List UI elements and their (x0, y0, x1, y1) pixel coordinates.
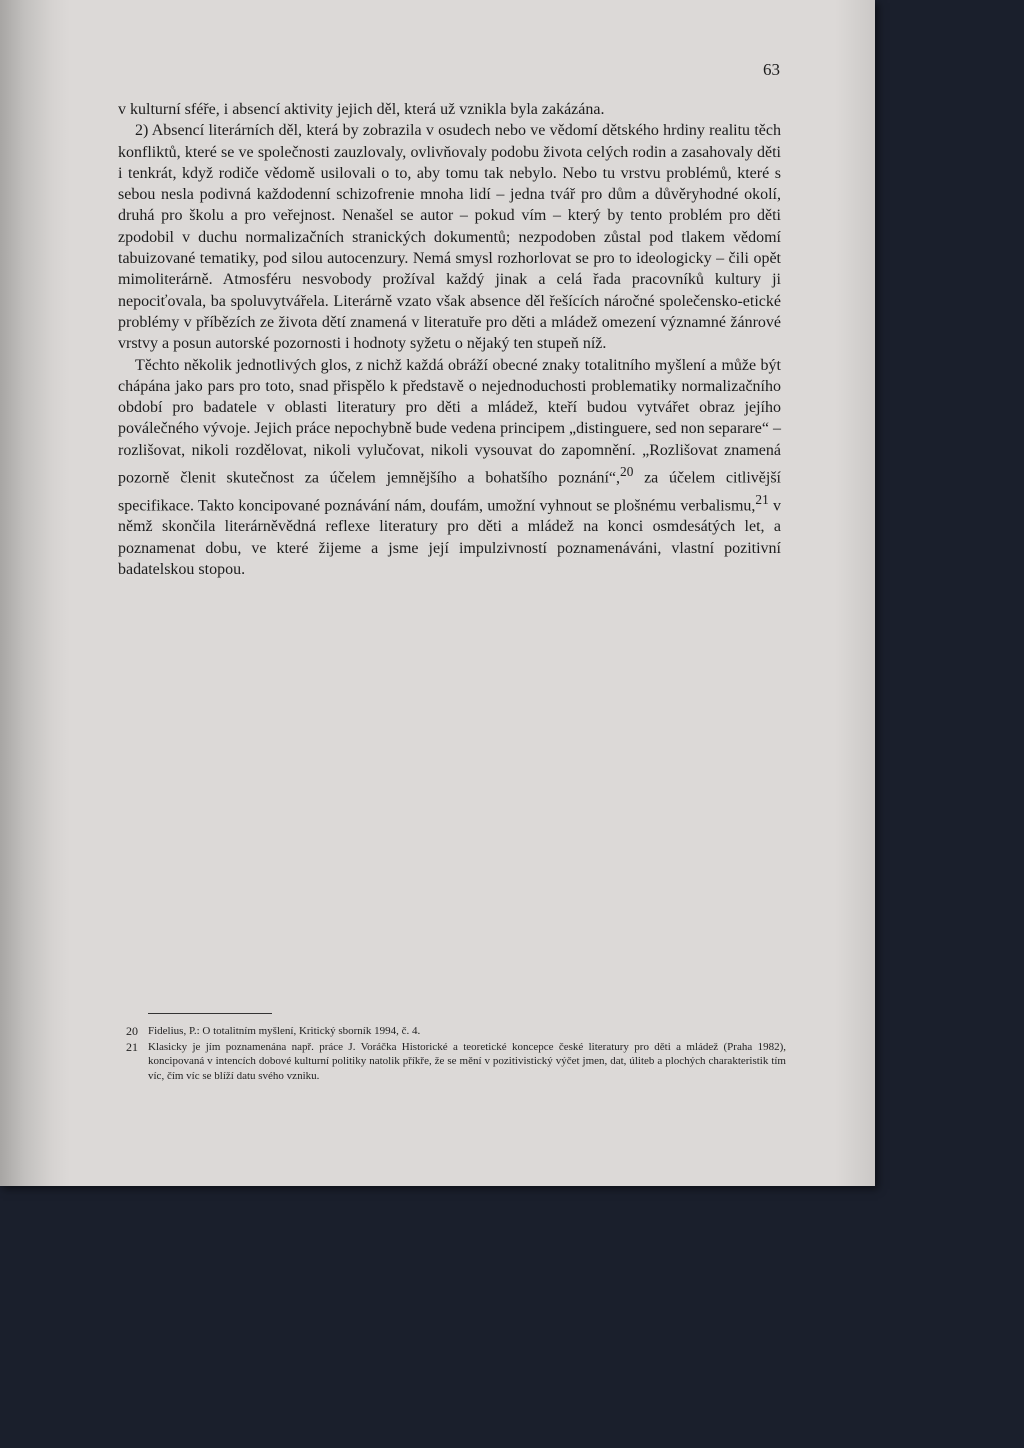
footnote-ref-20[interactable]: 20 (620, 464, 634, 480)
footnote-text: Fidelius, P.: O totalitním myšlení, Kritický sborník 1994, č. 4. (148, 1025, 421, 1037)
footnote-text: Klasicky je jím poznamenána např. práce J. Voráčka Historické a teoretické koncepce české literatury pro děti a mládež (Praha 1982), koncipovaná v intencích dobové kulturní politiky natolik příkře, že se mění v pozitivistický výčet jmen, dat, úliteb a plochých charakteristik tím víc, čím víc se blíží datu svého vzniku. (148, 1040, 786, 1082)
footnote-number: 21 (126, 1039, 138, 1054)
page-edge-shadow (835, 0, 875, 1186)
paragraph-3-middle: za účelem citlivější specifikace. Takto koncipované poznávání nám, doufám, umožní vyhnout se plošnému verbalismu, (118, 469, 782, 514)
footnotes (126, 1024, 786, 1084)
paragraph-3-end: v němž skončila literárněvědná reflexe literatury pro děti a mládež na konci osmdesátých let, a poznamenat dobu, ve které žijeme a jsme její impulzivností poznamenáváni, vlastní pozitivní badatelskou stopou. (118, 497, 782, 578)
footnote-ref-21[interactable]: 21 (755, 491, 769, 507)
paragraph-2: 2) Absencí literárních děl, která by zobrazila v osudech nebo ve vědomí dětského hrdiny realitu těch konfliktů, které se ve společnosti zauzlovaly, ovlivňovaly podobu života celých rodin a zasahovaly děti i tenkrát, když rodiče vědomě usilovali o to, aby tomu tak nebylo. Nebo tu vrstvu problémů, které s sebou nesla podivná každodenní schizofrenie mnoha lidí – jedna tvář pro dům a důvěryhodné okolí, druhá pro školu a pro veřejnost. Nenašel se autor – pokud vím – který by tento problém pro děti zpodobil v duchu normalizačních stranických dokumentů; nezpodoben zůstal pod tlakem vědomí tabuizované tematiky, pod silou autocenzury. Nemá smysl rozhorlovat se pro to ideologicky – čili opět mimoliterárně. Atmosféru nesvobody prožíval každý jinak a celá řada pracovníků kultury ji nepociťovala, ba spoluvytvářela. Literárně vzato však absence děl řešících náročné společensko-etické problémy v příbězích ze života dětí znamená v literatuře pro děti a mládež omezení významné žánrové vrstvy a posun autorské pozornosti i hodnoty syžetu o nějaký ten stupeň níž. (118, 122, 781, 353)
paragraph-3 (118, 355, 781, 581)
paragraph-1: v kulturní sféře, i absencí aktivity jejich děl, která už vznikla byla zakázána. (118, 101, 605, 118)
footnote-21 (126, 1040, 786, 1084)
footnote-divider (148, 1013, 272, 1014)
page-number: 63 (763, 60, 780, 79)
paragraph-3-start: Těchto několik jednotlivých glos, z nichž každá obráží obecné znaky totalitního myšlení a může být chápána jako pars pro toto, snad přispělo k představě o nejednoduchosti problematiky normalizačního období pro badatele v oblasti literatury pro děti a mládež, kteří budou vytvářet obraz jejího poválečného vývoje. Jejich práce nepochybně bude vedena principem „distinguere, sed non separare“ – rozlišovat, nikoli rozdělovat, nikoli vylučovat, nikoli vysouvat do zapomnění. „Rozlišovat znamená pozorně členit skutečnost za účelem jemnějšího a bohatšího poznání“, (118, 356, 781, 487)
page-gutter-shadow (0, 0, 70, 1186)
footnote-20 (126, 1024, 786, 1039)
footnote-number: 20 (126, 1024, 138, 1038)
body-text (118, 99, 781, 580)
